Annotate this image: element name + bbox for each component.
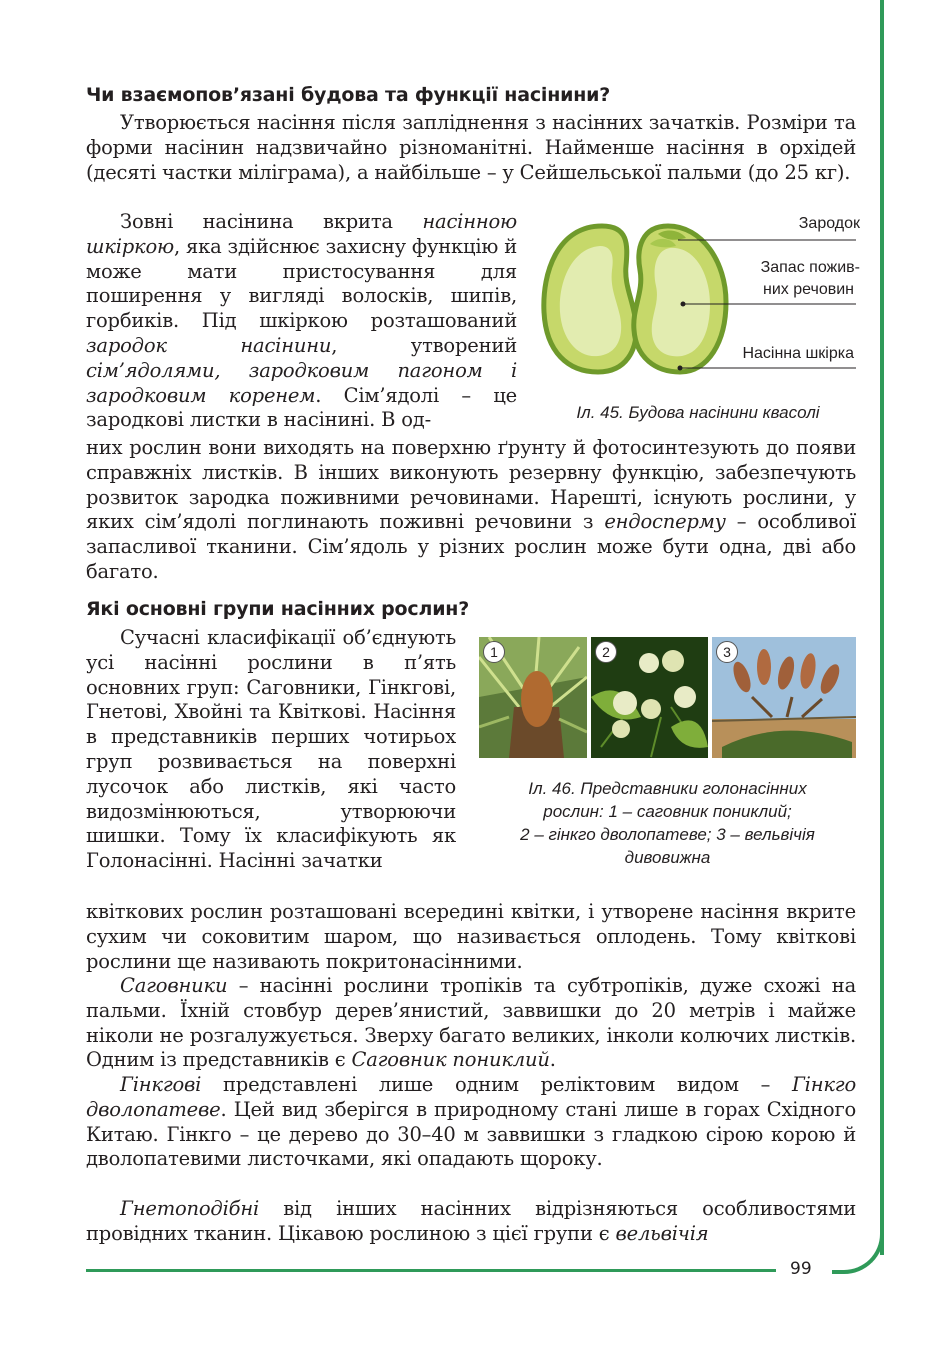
figure-bean-seed: [540, 212, 860, 382]
paragraph-gnetales: [86, 1197, 856, 1247]
term-embryo: зародок насінини: [86, 333, 332, 357]
paragraph-cotyledons: [86, 436, 856, 585]
paragraph-flowering-plants: квіткових рослин розташовані всередині квітки, і утворене насіння вкрите сухим чи соковитим шаром, що називається оплодень. Тому квіткові рослини ще називають покритонасінними.: [86, 900, 856, 973]
photo-welwitschia: [712, 637, 856, 758]
text-run: . Сім’ядолі – це зародкові листки в насінині. В од-: [86, 383, 517, 432]
figure46-caption-line2: рослин: 1 – саговник пониклий;: [543, 802, 792, 821]
text-run: .: [549, 1048, 556, 1072]
term-ginkgoales: Гінкгові: [120, 1073, 202, 1096]
label-embryo: Зародок: [798, 215, 860, 232]
term-gnetales: Гнетоподібні: [120, 1197, 260, 1220]
text-run: , утворений: [331, 333, 517, 357]
term-ginkgo-biloba: Гінкго дволопатеве: [86, 1073, 856, 1121]
text-run: представлені лише одним реліктовим видом –: [201, 1073, 792, 1096]
term-cycads: Саговники: [120, 974, 228, 997]
text-run: від інших насінних відрізняються особливостями провідних тканин. Цікавою рослиною з цієї групи є: [86, 1197, 856, 1245]
frame-right-line: [880, 0, 884, 1255]
term-cycas-revoluta: Саговник пониклий: [351, 1048, 550, 1072]
text-run: , яка здійснює захисну функцію й може мати пристосування для поширення у вигляді волосків, шипів, горбиків. Під шкіркою розташований: [86, 234, 517, 333]
paragraph-seed-origin: Утворюється насіння після запліднення з насінних зачатків. Розміри та форми насінин надзвичайно різноманітні. Найменше насіння в орхідей (десяті частки міліграма), а найбільше – у Сейшельської пальми (до 25 кг).: [86, 111, 856, 184]
figure46-caption-line4: дивовижна: [624, 848, 711, 867]
figure46-caption-line3: 2 – гінкго дволопатеве; 3 – вельвічія: [520, 825, 815, 844]
paragraph-classification: Сучасні класифікації об’єднують усі насінні рослини в п’ять основних груп: Саговники, Гінкгові, Гнетові, Хвойні та Квіткові. Насіння в представників перших чотирьох груп розвивається на поверхні лусочок або листків, які часто видозмінюються, утворюючи шишки. Тому їх класифікують як Голонасінні. Насінні зачатки: [86, 626, 456, 873]
term-cotyledons: сім’ядолями, зародковим пагоном і зародковим коренем: [86, 358, 517, 407]
label-reserve-line2: них речовин: [763, 281, 854, 298]
section-heading-seed-groups: Які основні групи насінних рослин?: [86, 598, 470, 620]
text-run: . Цей вид зберігся в природному стані лише в горах Східного Китаю. Гінкго – це дерево до 30–40 м заввишки з гладкою сірою корою й дволопатевими листочками, які опадають щороку.: [86, 1097, 856, 1171]
figure45-caption: Іл. 45. Будова насінини квасолі: [576, 403, 820, 422]
photo-badge-3: 3: [716, 641, 738, 663]
photo-badge-2: 2: [595, 641, 617, 663]
text-run: них рослин вони виходять на поверхню ґрунту й фотосинтезують до появи справжніх листків. В інших виконують резервну функцію, забезпечують розвиток зародка поживними речовинами. Нарешті, існують рослини, у яких сім’ядолі поглинають поживні речовини з: [86, 436, 856, 534]
figure46-caption-line1: Іл. 46. Представники голонасінних: [528, 779, 807, 798]
photo-badge-1: 1: [483, 641, 505, 663]
term-seed-coat: насінною шкіркою: [86, 210, 517, 258]
text-run: – насінні рослини тропіків та субтропіків, дуже схожі на пальми. Їхній стовбур дерев’янистий, заввишки до 20 метрів і майже ніколи не розгалужується. Зверху багато великих, інколи колючих листків. Одним із представників є: [86, 974, 856, 1072]
page-number: 99: [790, 1259, 812, 1279]
photo-cycas: [479, 637, 587, 758]
text-run: – особливої запасливої тканини. Сім’ядоль у різних рослин може бути одна, дві або багато.: [86, 510, 856, 583]
photo-ginkgo: [591, 637, 708, 758]
frame-bottom-line: [86, 1269, 776, 1272]
text-run: Зовні насінина вкрита: [120, 210, 423, 233]
label-seed-coat: Насінна шкірка: [742, 345, 854, 362]
term-endosperm: ендосперму: [604, 510, 726, 534]
paragraph-ginkgo: [86, 1073, 856, 1172]
term-welwitschia: вельвічія: [615, 1221, 709, 1245]
paragraph-cycads: [86, 974, 856, 1073]
paragraph-seed-coat: [86, 210, 517, 433]
label-reserve-line1: Запас пожив-: [760, 259, 860, 276]
section-heading-seed-structure: Чи взаємопов’язані будова та функції насінини?: [86, 84, 611, 106]
